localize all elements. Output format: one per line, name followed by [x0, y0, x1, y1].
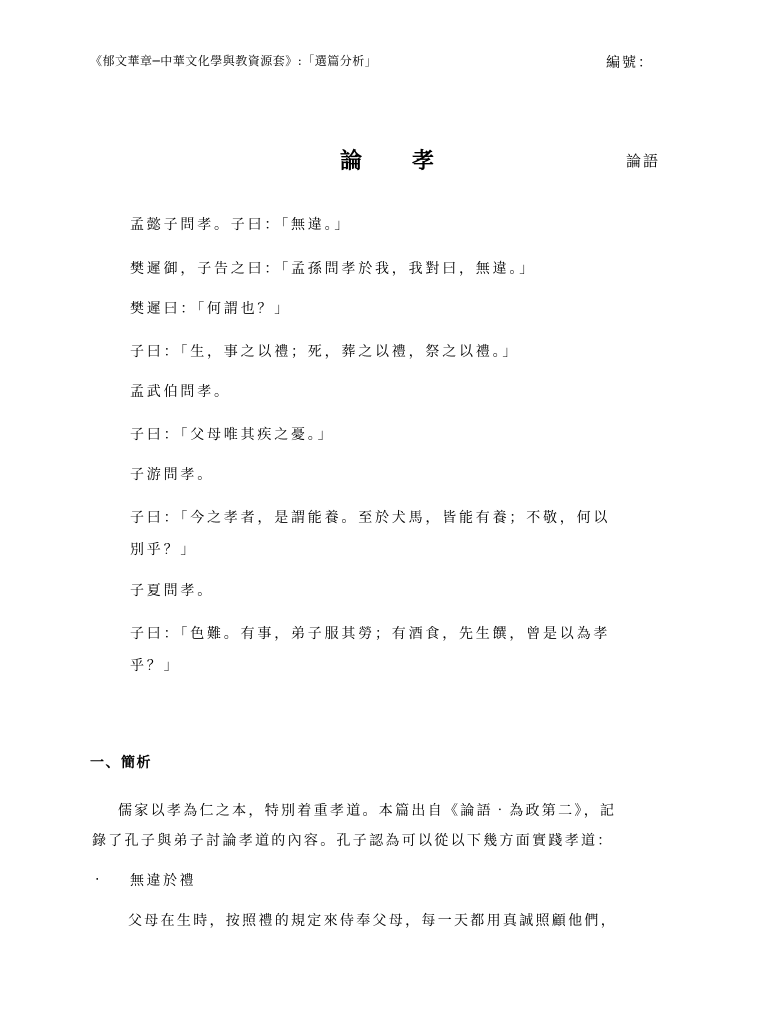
source-label: 論語: [626, 152, 661, 170]
text-line: 孟武伯問孝。: [130, 384, 231, 400]
text-line: 子曰：「生，事之以禮；死，葬之以禮，祭之以禮。」: [130, 344, 520, 360]
text-line: 乎？」: [130, 658, 181, 674]
paragraph-line: 父母在生時，按照禮的規定來侍奉父母，每一天都用真誠照顧他們，: [128, 913, 617, 929]
text-line: 子夏問孝。: [130, 583, 214, 599]
text-line: 別乎？」: [130, 542, 198, 558]
page-title: 論 孝: [340, 148, 449, 174]
text-line: 孟懿子問孝。子曰：「無違。」: [130, 217, 352, 233]
paragraph-line: 錄了孔子與弟子討論孝道的內容。孔子認為可以從以下幾方面實踐孝道：: [92, 833, 614, 849]
paragraph-line: 儒家以孝為仁之本，特別着重孝道。本篇出自《論語‧為政第二》，記: [118, 803, 617, 819]
section-heading: 一、簡析: [90, 755, 152, 771]
bullet-marker: ‧: [95, 872, 100, 888]
text-line: 樊遲曰：「何謂也？」: [130, 301, 291, 317]
header-series-title: 《郁文華章─中華文化學與教資源套》:「選篇分析」: [90, 54, 378, 68]
text-line: 子曰：「色難。有事，弟子服其勞；有酒食，先生饌，曾是以為孝: [130, 626, 611, 642]
text-line: 子曰：「父母唯其疾之憂。」: [130, 427, 335, 443]
text-line: 子游問孝。: [130, 467, 214, 483]
text-line: 子曰：「今之孝者，是謂能養。至於犬馬，皆能有養；不敬，何以: [130, 510, 611, 526]
header-serial-label: 編號：: [606, 55, 654, 71]
bullet-text: 無違於禮: [130, 873, 196, 889]
text-line: 樊遲御，子告之曰：「孟孫問孝於我，我對曰，無違。」: [130, 261, 536, 277]
